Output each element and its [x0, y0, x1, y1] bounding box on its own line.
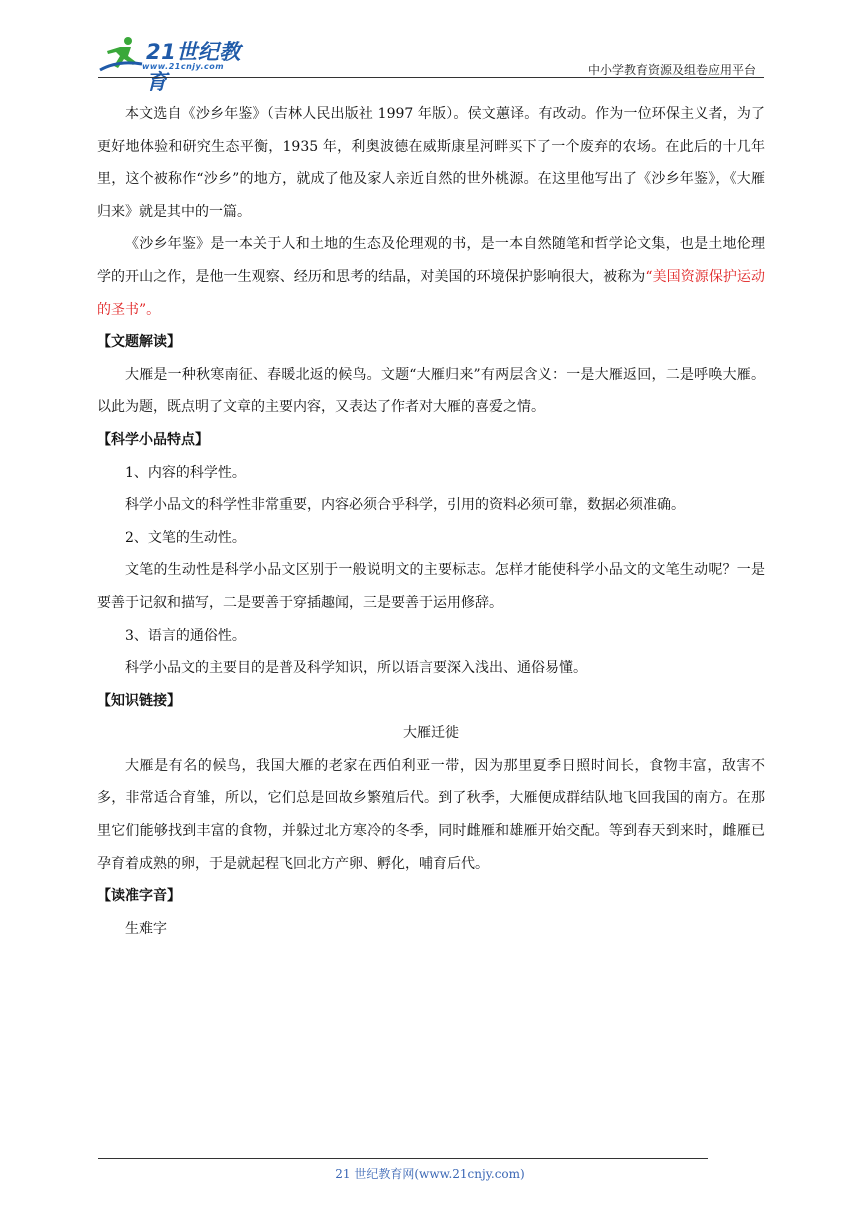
feature-desc-1: 科学小品文的科学性非常重要，内容必须合乎科学，引用的资料必须可靠，数据必须准确。	[125, 497, 685, 514]
platform-name: 中小学教育资源及组卷应用平台	[587, 63, 756, 77]
feature-item-3: 3、语言的通俗性。	[125, 627, 246, 644]
section-heading-knowledge-link: 【知识链接】	[97, 692, 181, 709]
section-heading-science-features: 【科学小品特点】	[97, 431, 209, 448]
footer-divider	[98, 1158, 708, 1159]
logo-text: 21世纪教育	[146, 40, 241, 94]
feature-item-2: 2、文笔的生动性。	[125, 529, 246, 546]
runner-logo-icon	[98, 34, 148, 76]
section-heading-title-analysis: 【文题解读】	[97, 334, 181, 351]
book-intro-text: 《沙乡年鉴》是一本关于人和土地的生态及伦理观的书，是一本自然随笔和哲学论文集，也是土地伦理学的开山之作，是他一生观察、经历和思考的结晶，对美国的环境保护影响很大，被称为	[97, 236, 765, 285]
paragraph-difficult-chars: 生难字	[125, 920, 167, 937]
paragraph-goose-migration: 大雁是有名的候鸟，我国大雁的老家在西伯利亚一带，因为那里夏季日照时间长，食物丰富，敌害不多，非常适合育雏，所以，它们总是回故乡繁殖后代。到了秋季，大雁便成群结队地飞回我国的南方。在那里它们能够找到丰富的食物，并躲过北方寒冷的冬季，同时雌雁和雄雁开始交配。等到春天到来时，雌雁已孕育着成熟的卵，于是就起程飞回北方产卵、孵化，哺育后代。	[97, 757, 765, 872]
document-body	[97, 98, 765, 945]
logo-url: www.21cnjy.com	[142, 62, 225, 71]
subtitle-goose-migration: 大雁迁徙	[403, 725, 459, 742]
page-header	[98, 30, 764, 94]
feature-item-1: 1、内容的科学性。	[125, 464, 246, 481]
feature-desc-2: 文笔的生动性是科学小品文区别于一般说明文的主要标志。怎样才能使科学小品文的文笔生动呢？一是要善于记叙和描写，二是要善于穿插趣闻，三是要善于运用修辞。	[97, 562, 765, 611]
book-intro-highlight: “美国资源保护运动的圣书”。	[97, 268, 765, 318]
footer-link[interactable]: 21 世纪教育网(www.21cnjy.com)	[335, 1167, 525, 1181]
paragraph-title-analysis: 大雁是一种秋寒南征、春暖北返的候鸟。文题“大雁归来”有两层含义：一是大雁返回，二是呼唤大雁。以此为题，既点明了文章的主要内容，又表达了作者对大雁的喜爱之情。	[97, 366, 765, 416]
feature-desc-3: 科学小品文的主要目的是普及科学知识，所以语言要深入浅出、通俗易懂。	[125, 660, 587, 677]
header-divider	[98, 77, 764, 78]
paragraph-source: 本文选自《沙乡年鉴》（吉林人民出版社 1997 年版）。侯文蕙译。有改动。作为一位环保主义者，为了更好地体验和研究生态平衡，1935 年，利奥波德在威斯康星河畔买下了一个废弃的农场。在此后的十几年里，这个被称作“沙乡”的地方，就成了他及家人亲近自然的世外桃源。在这里他写出了《沙乡年鉴》，《大雁归来》就是其中的一篇。	[97, 106, 765, 220]
section-heading-pronunciation: 【读准字音】	[97, 888, 181, 905]
paragraph-book-intro	[97, 228, 765, 326]
site-logo[interactable]	[98, 34, 258, 94]
